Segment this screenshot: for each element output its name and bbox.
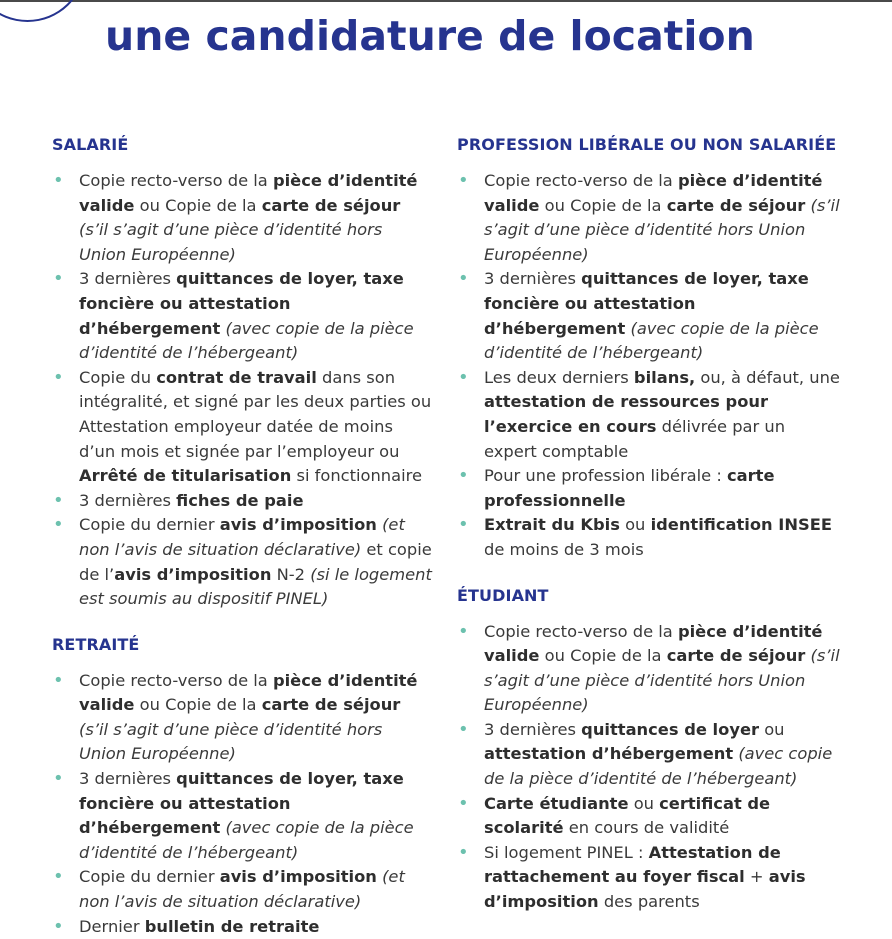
- list-item: [457, 620, 842, 718]
- italic-text: (s’il s’agit d’une pièce d’identité hors Union Européenne): [79, 220, 383, 264]
- bullet-icon: •: [458, 366, 469, 388]
- decorative-circle: [0, 0, 85, 22]
- text: 3 dernières: [484, 269, 582, 289]
- bullet-icon: •: [53, 489, 64, 511]
- bullet-icon: •: [53, 768, 64, 790]
- bold-text: quittances de loyer: [581, 719, 760, 739]
- bullet-icon: •: [458, 170, 469, 191]
- text: 3 dernières: [484, 719, 582, 739]
- list-item: [52, 513, 432, 611]
- bold-text: avis d’imposition: [219, 867, 377, 887]
- document-list: [457, 169, 842, 563]
- italic-text: (et non l’avis de situation déclarative): [79, 867, 405, 912]
- list-item: [457, 841, 842, 915]
- text: ou, à défaut, une: [695, 367, 840, 387]
- bullet-icon: •: [53, 268, 64, 290]
- list-item: [52, 366, 432, 489]
- text: en cours de validité: [563, 818, 730, 838]
- text: des parents: [598, 892, 700, 912]
- text: Copie recto-verso de la: [79, 670, 273, 690]
- text: Copie recto-verso de la: [484, 171, 678, 190]
- list-item: [457, 513, 842, 562]
- bold-text: certificat de scolarité: [484, 793, 771, 838]
- bullet-icon: •: [53, 170, 64, 191]
- page-title: une candidature de location: [105, 12, 755, 60]
- text: Copie recto-verso de la: [484, 621, 678, 641]
- text: ou Copie de la: [134, 695, 262, 715]
- italic-text: (avec copie de la pièce d’identité de l’hébergeant): [79, 818, 414, 862]
- italic-text: (s’il s’agit d’une pièce d’identité hors Union Européenne): [484, 195, 840, 264]
- list-item: [52, 489, 432, 514]
- bullet-icon: •: [53, 514, 64, 536]
- bold-text: contrat de travail: [156, 367, 317, 387]
- list-item: [52, 169, 432, 267]
- italic-text: (si le logement est soumis au dispositif PINEL): [79, 564, 432, 609]
- text: 3 dernières: [79, 269, 177, 289]
- text: ou Copie de la: [134, 195, 262, 215]
- right-column: [457, 133, 842, 915]
- bullet-icon: •: [458, 514, 469, 536]
- text: ou Copie de la: [539, 646, 667, 666]
- text: délivrée par un expert comptable: [484, 416, 786, 461]
- text: si fonctionnaire: [291, 466, 422, 486]
- text: Copie du dernier: [79, 515, 220, 535]
- italic-text: (s’il s’agit d’une pièce d’identité hors Union Européenne): [484, 646, 840, 715]
- text: +: [744, 867, 769, 887]
- bullet-icon: •: [53, 866, 64, 888]
- bold-text: Attestation de rattachement au foyer fiscal: [484, 842, 781, 887]
- top-border: [0, 0, 892, 2]
- bold-text: carte professionnelle: [484, 466, 775, 510]
- text: N-2: [271, 564, 311, 584]
- bold-text: attestation d’hébergement: [484, 744, 734, 764]
- section-heading: RETRAITÉ: [52, 634, 140, 654]
- section-heading: SALARIÉ: [52, 135, 129, 154]
- list-item: [457, 366, 842, 464]
- section-heading: ÉTUDIANT: [457, 585, 549, 605]
- text: ou Copie de la: [539, 195, 667, 215]
- text: 3 dernières: [79, 769, 177, 789]
- left-column: [52, 133, 432, 939]
- bold-text: Arrêté de titularisation: [79, 466, 292, 486]
- bold-text: pièce d’identité valide: [79, 670, 418, 715]
- bullet-icon: •: [458, 718, 469, 740]
- italic-text: (avec copie de la pièce d’identité de l’hébergeant): [484, 318, 819, 363]
- bold-text: pièce d’identité valide: [79, 171, 418, 215]
- italic-text: (et non l’avis de situation déclarative): [79, 515, 405, 559]
- bold-text: identification INSEE: [650, 515, 832, 535]
- bold-text: quittances de loyer, taxe foncière ou attestation d’hébergement: [79, 269, 404, 338]
- bold-text: avis d’imposition: [114, 564, 272, 584]
- text: Copie du dernier: [79, 867, 220, 887]
- bold-text: avis d’imposition: [484, 867, 806, 912]
- bold-text: quittances de loyer, taxe foncière ou attestation d’hébergement: [79, 769, 404, 838]
- document-list: [52, 669, 432, 939]
- bullet-icon: •: [53, 366, 64, 388]
- text: et copie de l’: [79, 539, 432, 584]
- bullet-icon: •: [458, 268, 469, 290]
- italic-text: (s’il s’agit d’une pièce d’identité hors Union Européenne): [79, 719, 383, 764]
- list-item: [457, 718, 842, 792]
- section-heading: PROFESSION LIBÉRALE OU NON SALARIÉE: [457, 135, 837, 154]
- text: Copie du: [79, 367, 157, 387]
- text: Si logement PINEL :: [484, 842, 649, 862]
- bold-text: carte de séjour: [666, 195, 806, 215]
- list-item: [52, 767, 432, 865]
- bullet-icon: •: [458, 841, 469, 863]
- list-item: [52, 267, 432, 365]
- text: Copie recto-verso de la: [79, 171, 273, 190]
- bullet-icon: •: [53, 915, 64, 937]
- bold-text: carte de séjour: [261, 195, 401, 215]
- bold-text: attestation de ressources pour l’exercice en cours: [484, 392, 768, 436]
- list-item: [52, 669, 432, 767]
- bold-text: Carte étudiante: [484, 793, 629, 813]
- bold-text: carte de séjour: [261, 695, 401, 715]
- bold-text: pièce d’identité valide: [484, 621, 823, 666]
- italic-text: (avec copie de la pièce d’identité de l’hébergeant): [79, 318, 414, 363]
- bold-text: Extrait du Kbis: [484, 515, 620, 535]
- bold-text: avis d’imposition: [219, 515, 377, 535]
- section-spacer: [52, 612, 432, 633]
- text: dans son intégralité, et signé par les deux parties ou Attestation employeur datée de moins d’un mois et signée par l’employeur ou: [79, 367, 432, 461]
- list-item: [457, 169, 842, 267]
- italic-text: (avec copie de la pièce d’identité de l’hébergeant): [484, 744, 833, 789]
- text: ou: [759, 719, 785, 739]
- bullet-icon: •: [458, 620, 469, 642]
- list-item: [52, 865, 432, 914]
- bullet-icon: •: [458, 792, 469, 814]
- bullet-icon: •: [458, 465, 469, 487]
- bold-text: carte de séjour: [666, 646, 806, 666]
- document-list: [52, 169, 432, 612]
- bullet-icon: •: [53, 669, 64, 691]
- bold-text: bilans,: [633, 367, 696, 387]
- text: Pour une profession libérale :: [484, 466, 727, 486]
- list-item: [457, 267, 842, 365]
- text: Dernier: [79, 916, 145, 936]
- list-item: [457, 792, 842, 841]
- section-spacer: [457, 563, 842, 584]
- text: ou: [628, 793, 660, 813]
- text: ou: [619, 515, 651, 535]
- bold-text: fiches de paie: [176, 490, 304, 510]
- text: Les deux derniers: [484, 367, 634, 387]
- bold-text: pièce d’identité valide: [484, 171, 823, 215]
- list-item: [457, 464, 842, 513]
- bold-text: quittances de loyer, taxe foncière ou attestation d’hébergement: [484, 269, 809, 338]
- text: de moins de 3 mois: [484, 539, 644, 559]
- list-item: [52, 915, 432, 939]
- text: 3 dernières: [79, 490, 177, 510]
- bold-text: bulletin de retraite: [144, 916, 320, 936]
- document-list: [457, 620, 842, 915]
